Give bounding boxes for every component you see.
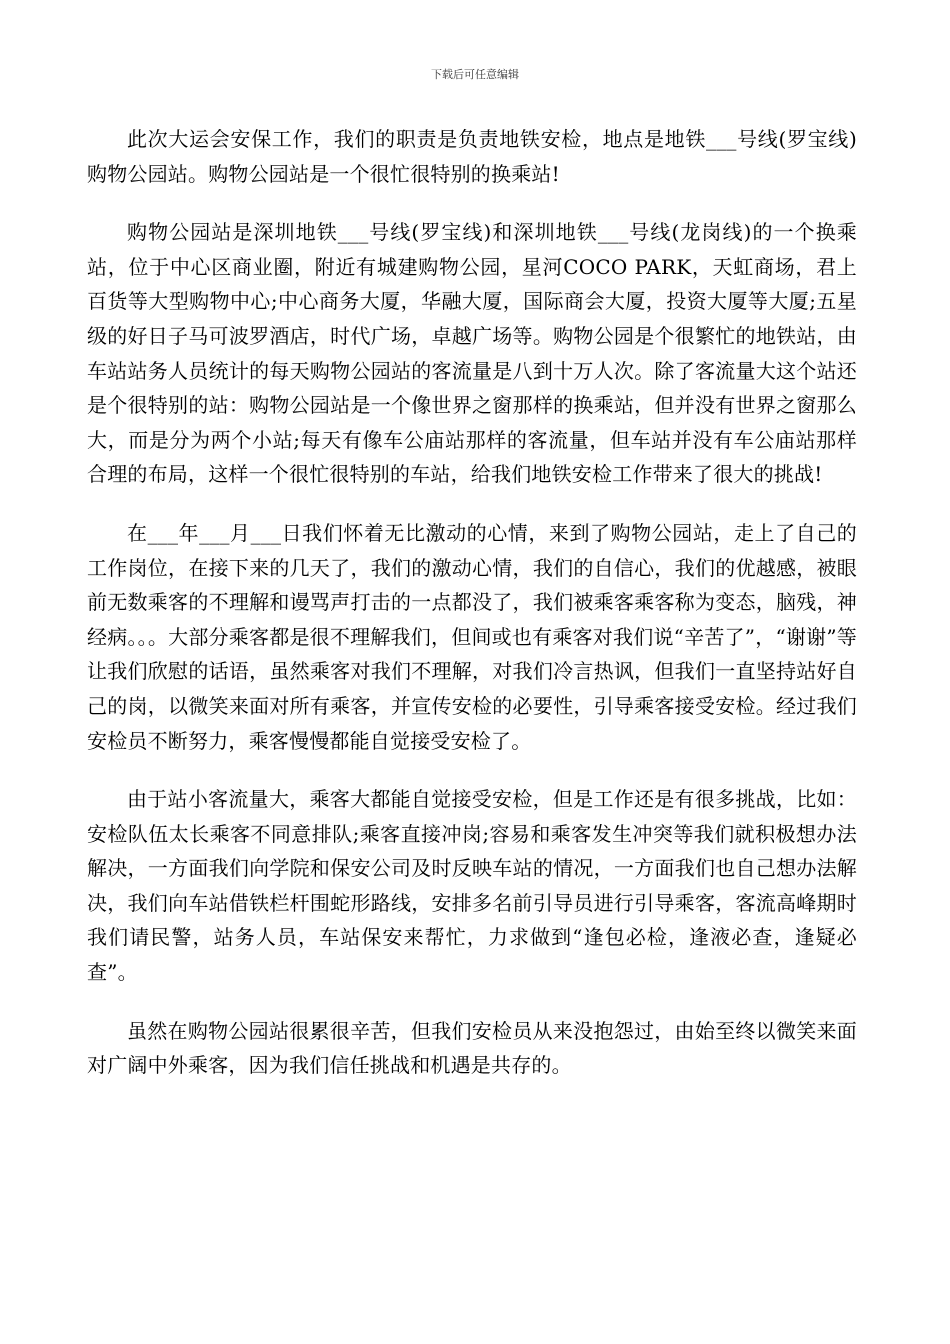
- paragraph-4: 由于站小客流量大，乘客大都能自觉接受安检，但是工作还是有很多挑战，比如：安检队伍太长乘客不同意排队;乘客直接冲岗;容易和乘客发生冲突等我们就积极想办法解决，一方面我们向学院和保安公司及时反映车站的情况，一方面我们也自己想办法解决，我们向车站借铁栏杆围蛇形路线，安排多名前引导员进行引导乘客，客流高峰期时我们请民警，站务人员，车站保安来帮忙，力求做到“逢包必检，逢液必查，逢疑必查”。: [87, 787, 857, 985]
- paragraph-3: 在___年___月___日我们怀着无比激动的心情，来到了购物公园站，走上了自己的工作岗位，在接下来的几天了，我们的激动心情，我们的自信心，我们的优越感，被眼前无数乘客的不理解和谩骂声打击的一点都没了，我们被乘客乘客称为变态，脑残，神经病。。。大部分乘客都是很不理解我们，但间或也有乘客对我们说“辛苦了”，“谢谢”等让我们欣慰的话语，虽然乘客对我们不理解，对我们冷言热讽，但我们一直坚持站好自己的岗，以微笑来面对所有乘客，并宣传安检的必要性，引导乘客接受安检。经过我们安检员不断努力，乘客慢慢都能自觉接受安检了。: [87, 520, 857, 753]
- paragraph-2: 购物公园站是深圳地铁___号线(罗宝线)和深圳地铁___号线(龙岗线)的一个换乘站，位于中心区商业圈，附近有城建购物公园，星河COCO PARK，天虹商场，君上百货等大型购物中心;中心商务大厦，华融大厦，国际商会大厦，投资大厦等大厦;五星级的好日子马可波罗酒店，时代广场，卓越广场等。购物公园是个很繁忙的地铁站，由车站站务人员统计的每天购物公园站的客流量是八到十万人次。除了客流量大这个站还是个很特别的站：购物公园站是一个像世界之窗那样的换乘站，但并没有世界之窗那么大，而是分为两个小站;每天有像车公庙站那样的客流量，但车站并没有车公庙站那样合理的布局，这样一个很忙很特别的车站，给我们地铁安检工作带来了很大的挑战!: [87, 220, 857, 487]
- page-header: 下载后可任意编辑: [431, 68, 519, 81]
- paragraph-5: 虽然在购物公园站很累很辛苦，但我们安检员从来没抱怨过，由始至终以微笑来面对广阔中外乘客，因为我们信任挑战和机遇是共存的。: [87, 1018, 857, 1078]
- document-body: [87, 122, 857, 1107]
- paragraph-1: 此次大运会安保工作，我们的职责是负责地铁安检，地点是地铁___号线(罗宝线)购物公园站。购物公园站是一个很忙很特别的换乘站!: [87, 127, 857, 186]
